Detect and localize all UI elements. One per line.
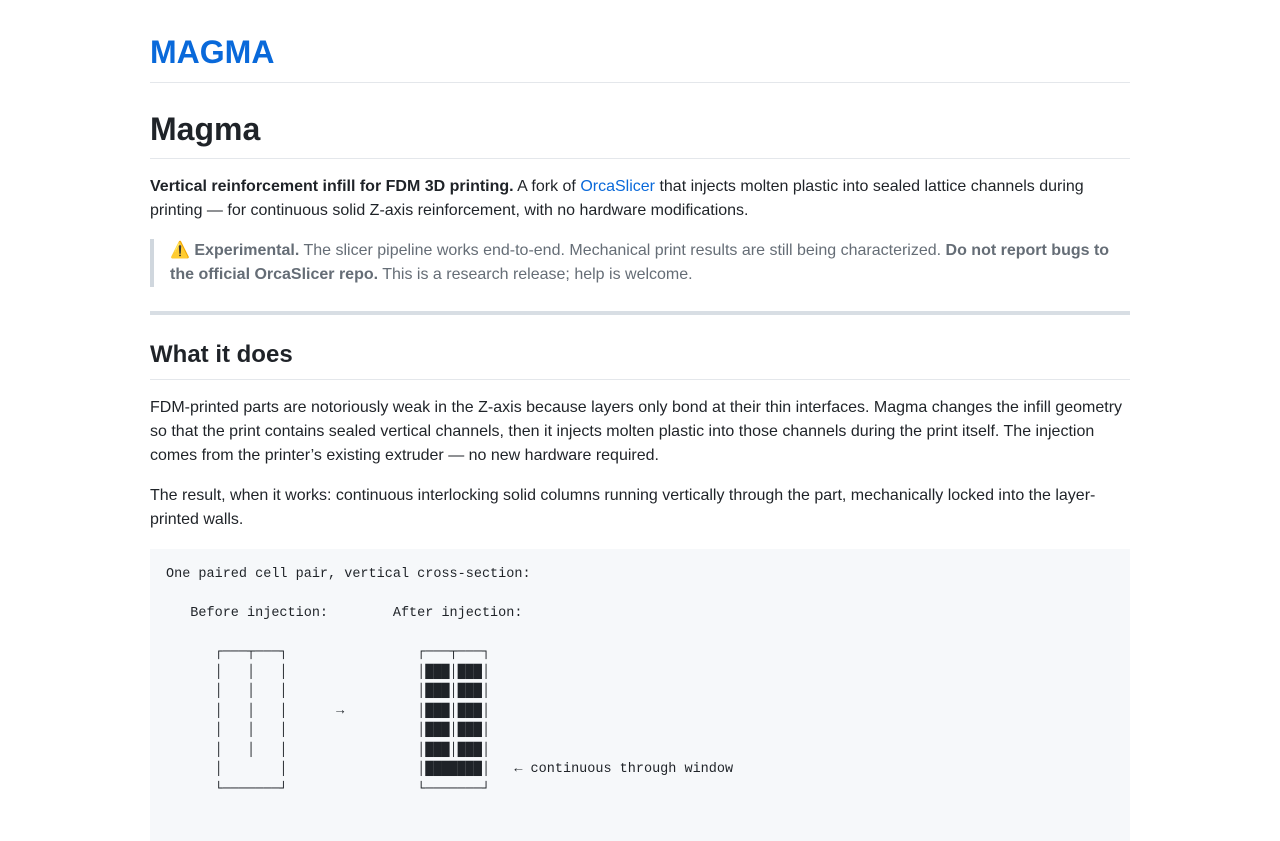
intro-text-a: A fork of (513, 178, 581, 195)
section-divider (150, 311, 1130, 315)
section-paragraph-2: The result, when it works: continuous interlocking solid columns running vertically through the part, mechanically locked into the layer-printed walls. (150, 487, 1096, 528)
note-text-end: This is a research release; help is welcome. (378, 266, 693, 283)
intro-text-b: that injects molten plastic into sealed lattice channels during printing — for continuous solid Z-axis reinforcement, with no hardware modifications. (150, 178, 1084, 219)
cross-section-code-block: One paired cell pair, vertical cross-section: Before injection: After injection: ┌───┬───┐ ┌───┬───┐ │ │ │ │███│███│ │ │ │ │███│███│ │ │ │ → │███│███│ │ │ │ │███│███│ │ │ │ │███│███│ │ │ │███████│ ← continuous through window └───────┘ └───────┘ (150, 549, 1130, 841)
section-paragraph-1: FDM-printed parts are notoriously weak in the Z-axis because layers only bond at their thin interfaces. Magma changes the infill geometry so that the print contains sealed vertical channels, then it injects molten plastic into those channels during the print itself. The injection comes from the printer’s existing extruder — no new hardware required. (150, 399, 1123, 464)
intro-bold: Vertical reinforcement infill for FDM 3D printing. (150, 178, 514, 195)
page (150, 0, 1130, 841)
document-title: Magma (150, 109, 1130, 159)
section-heading: What it does (150, 340, 1130, 380)
note-label: Experimental. (189, 242, 300, 259)
site-title[interactable]: MAGMA (150, 0, 1130, 83)
experimental-note (150, 239, 1130, 287)
intro-paragraph (150, 175, 1130, 223)
orcaslicer-link[interactable]: OrcaSlicer (580, 178, 655, 195)
note-text: The slicer pipeline works end-to-end. Mechanical print results are still being characterized. (299, 242, 946, 259)
warning-icon: ⚠️ (170, 242, 190, 259)
note-bold: Do not report bugs to the official OrcaSlicer repo. (170, 242, 1110, 283)
note-paragraph (170, 239, 1130, 287)
